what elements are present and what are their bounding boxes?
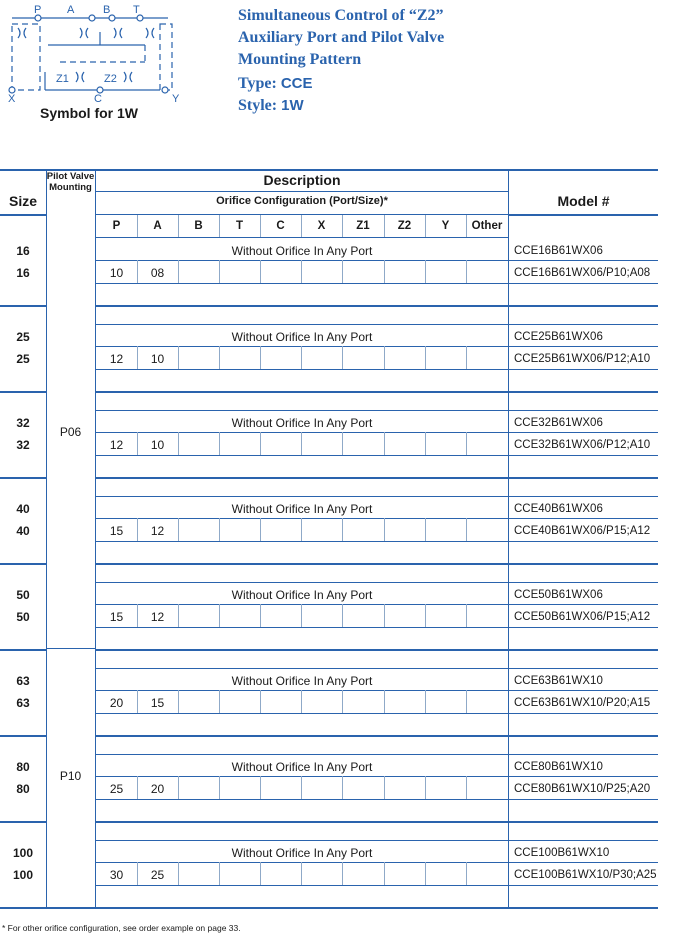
- size-cell: 100: [12, 846, 34, 860]
- cell-divider: [342, 862, 343, 885]
- port-col-divider: [425, 215, 426, 237]
- cell-divider: [384, 518, 385, 541]
- table-bottom-rule: [0, 907, 658, 909]
- group-separator: [95, 563, 658, 565]
- cell-divider: [342, 260, 343, 283]
- orifice-a-value: 08: [150, 266, 165, 280]
- orifice-a-value: 20: [150, 782, 165, 796]
- without-orifice-text: Without Orifice In Any Port: [231, 674, 373, 688]
- orifice-p-value: 15: [109, 524, 124, 538]
- cell-divider: [425, 776, 426, 799]
- symbol-caption: Symbol for 1W: [40, 105, 139, 121]
- row-rule: [95, 885, 658, 886]
- cell-divider: [219, 260, 220, 283]
- without-orifice-text: Without Orifice In Any Port: [231, 588, 373, 602]
- svg-text:C: C: [94, 93, 102, 105]
- header-bottom-rule: [0, 214, 47, 216]
- row-rule: [95, 713, 658, 714]
- size-cell: 80: [16, 782, 30, 796]
- type-label: Type:: [238, 75, 277, 92]
- group-separator: [0, 649, 47, 651]
- cell-divider: [260, 690, 261, 713]
- row-rule: [95, 754, 658, 755]
- cell-divider: [384, 604, 385, 627]
- pilot-mounting-p06: P06: [59, 425, 82, 439]
- pilot-header: Pilot Valve Mounting: [46, 171, 95, 193]
- group-separator: [0, 391, 47, 393]
- cell-divider: [137, 690, 138, 713]
- row-rule: [95, 283, 658, 284]
- cell-divider: [260, 776, 261, 799]
- type-line: [238, 74, 312, 94]
- port-col-divider: [301, 215, 302, 237]
- table-top-rule: [0, 169, 658, 171]
- port-col-divider: [219, 215, 220, 237]
- size-cell: 100: [12, 868, 34, 882]
- cell-divider: [342, 604, 343, 627]
- cell-divider: [137, 518, 138, 541]
- row-rule: [95, 518, 658, 519]
- pilot-mounting-p10: P10: [59, 769, 82, 783]
- row-rule: [95, 627, 658, 628]
- model-number: CCE80B61WX10: [514, 761, 603, 773]
- svg-text:Z2: Z2: [104, 73, 117, 85]
- size-cell: 25: [16, 330, 30, 344]
- orifice-p-value: 20: [109, 696, 124, 710]
- cell-divider: [178, 776, 179, 799]
- group-separator: [0, 563, 47, 565]
- port-header: X: [317, 220, 326, 232]
- style-line: [238, 96, 304, 116]
- model-number: CCE16B61WX06: [514, 245, 603, 257]
- port-header: B: [194, 220, 203, 232]
- group-separator: [0, 305, 47, 307]
- size-header: Size: [8, 193, 37, 209]
- cell-divider: [384, 260, 385, 283]
- size-cell: 25: [16, 352, 30, 366]
- model-number-with-orifice: CCE40B61WX06/P15;A12: [514, 525, 651, 537]
- cell-divider: [342, 690, 343, 713]
- port-header: Other: [471, 220, 503, 232]
- cell-divider: [342, 432, 343, 455]
- cell-divider: [219, 862, 220, 885]
- port-header: Z1: [356, 220, 370, 232]
- row-rule: [95, 690, 658, 691]
- model-number-with-orifice: CCE25B61WX06/P12;A10: [514, 353, 651, 365]
- cell-divider: [137, 260, 138, 283]
- cell-divider: [342, 776, 343, 799]
- cell-divider: [301, 862, 302, 885]
- orifice-p-value: 30: [109, 868, 124, 882]
- cell-divider: [219, 518, 220, 541]
- cell-divider: [466, 260, 467, 283]
- row-rule: [95, 541, 658, 542]
- row-rule: [95, 604, 658, 605]
- size-cell: 16: [16, 266, 30, 280]
- without-orifice-text: Without Orifice In Any Port: [231, 846, 373, 860]
- cell-divider: [260, 260, 261, 283]
- port-header-rule: [95, 237, 509, 238]
- cell-divider: [178, 604, 179, 627]
- svg-text:T: T: [133, 4, 140, 16]
- cell-divider: [137, 432, 138, 455]
- cell-divider: [178, 432, 179, 455]
- svg-text:X: X: [8, 93, 16, 105]
- cell-divider: [178, 862, 179, 885]
- port-col-divider: [137, 215, 138, 237]
- size-cell: 50: [16, 610, 30, 624]
- orifice-header: Orifice Configuration (Port/Size)*: [216, 195, 388, 207]
- orifice-p-value: 12: [109, 352, 124, 366]
- orifice-a-value: 12: [150, 524, 165, 538]
- header-bottom-rule: [508, 214, 658, 216]
- row-rule: [95, 260, 658, 261]
- style-value: 1W: [281, 97, 304, 114]
- hydraulic-symbol-diagram: [0, 0, 200, 105]
- cell-divider: [219, 432, 220, 455]
- group-separator: [95, 821, 658, 823]
- cell-divider: [466, 346, 467, 369]
- orifice-p-value: 10: [109, 266, 124, 280]
- cell-divider: [137, 862, 138, 885]
- model-number: CCE40B61WX06: [514, 503, 603, 515]
- group-separator: [0, 735, 47, 737]
- cell-divider: [301, 518, 302, 541]
- size-cell: 16: [16, 244, 30, 258]
- group-separator: [95, 649, 658, 651]
- row-rule: [95, 668, 658, 669]
- col-divider: [46, 169, 47, 909]
- cell-divider: [219, 776, 220, 799]
- port-col-divider: [466, 215, 467, 237]
- cell-divider: [466, 776, 467, 799]
- row-rule: [95, 862, 658, 863]
- svg-text:A: A: [67, 4, 75, 16]
- row-rule: [95, 432, 658, 433]
- cell-divider: [466, 862, 467, 885]
- without-orifice-text: Without Orifice In Any Port: [231, 502, 373, 516]
- cell-divider: [219, 346, 220, 369]
- svg-text:Y: Y: [172, 93, 180, 105]
- cell-divider: [301, 690, 302, 713]
- model-number: CCE25B61WX06: [514, 331, 603, 343]
- size-cell: 32: [16, 416, 30, 430]
- cell-divider: [137, 776, 138, 799]
- pilot-group-divider: [46, 648, 95, 649]
- model-number: CCE32B61WX06: [514, 417, 603, 429]
- cell-divider: [466, 518, 467, 541]
- group-separator: [95, 735, 658, 737]
- header-mid-rule: [95, 191, 509, 192]
- cell-divider: [425, 432, 426, 455]
- orifice-a-value: 12: [150, 610, 165, 624]
- cell-divider: [260, 604, 261, 627]
- title-line-1: Simultaneous Control of “Z2”: [238, 7, 444, 24]
- cell-divider: [178, 518, 179, 541]
- group-separator: [0, 477, 47, 479]
- header-mid-rule: [95, 214, 509, 215]
- model-number-with-orifice: CCE80B61WX10/P25;A20: [514, 783, 651, 795]
- cell-divider: [178, 260, 179, 283]
- row-rule: [95, 455, 658, 456]
- cell-divider: [425, 346, 426, 369]
- cell-divider: [384, 690, 385, 713]
- model-number-with-orifice: CCE16B61WX06/P10;A08: [514, 267, 651, 279]
- port-header: C: [276, 220, 285, 232]
- port-header: Z2: [397, 220, 412, 232]
- cell-divider: [466, 604, 467, 627]
- cell-divider: [260, 346, 261, 369]
- model-number-with-orifice: CCE63B61WX10/P20;A15: [514, 697, 651, 709]
- cell-divider: [466, 690, 467, 713]
- row-rule: [95, 369, 658, 370]
- cell-divider: [425, 518, 426, 541]
- cell-divider: [342, 518, 343, 541]
- row-rule: [95, 496, 658, 497]
- orifice-p-value: 12: [109, 438, 124, 452]
- title-line-2: Auxiliary Port and Pilot Valve: [238, 29, 445, 46]
- cell-divider: [425, 604, 426, 627]
- cell-divider: [466, 432, 467, 455]
- row-rule: [95, 324, 658, 325]
- col-divider: [95, 169, 96, 909]
- title-line-3: Mounting Pattern: [238, 51, 362, 68]
- orifice-a-value: 25: [150, 868, 165, 882]
- model-number-with-orifice: CCE32B61WX06/P12;A10: [514, 439, 651, 451]
- cell-divider: [260, 862, 261, 885]
- svg-text:Z1: Z1: [56, 73, 69, 85]
- type-value: CCE: [280, 75, 313, 92]
- cell-divider: [342, 346, 343, 369]
- port-header: Y: [441, 220, 450, 232]
- size-cell: 80: [16, 760, 30, 774]
- cell-divider: [301, 260, 302, 283]
- cell-divider: [219, 604, 220, 627]
- cell-divider: [384, 776, 385, 799]
- cell-divider: [137, 346, 138, 369]
- port-col-divider: [178, 215, 179, 237]
- model-number: CCE100B61WX10: [514, 847, 610, 859]
- orifice-a-value: 10: [150, 352, 165, 366]
- cell-divider: [384, 346, 385, 369]
- size-cell: 40: [16, 502, 30, 516]
- description-header: Description: [263, 172, 341, 188]
- group-separator: [95, 391, 658, 393]
- cell-divider: [178, 346, 179, 369]
- orifice-p-value: 15: [109, 610, 124, 624]
- cell-divider: [425, 260, 426, 283]
- size-cell: 40: [16, 524, 30, 538]
- cell-divider: [384, 432, 385, 455]
- cell-divider: [301, 346, 302, 369]
- port-header: A: [153, 220, 162, 232]
- model-number-with-orifice: CCE50B61WX06/P15;A12: [514, 611, 651, 623]
- group-separator: [95, 477, 658, 479]
- row-rule: [95, 776, 658, 777]
- cell-divider: [260, 518, 261, 541]
- without-orifice-text: Without Orifice In Any Port: [231, 330, 373, 344]
- group-separator: [95, 305, 658, 307]
- model-number: CCE50B61WX06: [514, 589, 603, 601]
- port-col-divider: [342, 215, 343, 237]
- row-rule: [95, 582, 658, 583]
- port-header: T: [235, 220, 244, 232]
- size-cell: 50: [16, 588, 30, 602]
- cell-divider: [137, 604, 138, 627]
- row-rule: [95, 840, 658, 841]
- size-cell: 63: [16, 674, 30, 688]
- footnote: * For other orifice configuration, see order example on page 33.: [2, 923, 241, 933]
- row-rule: [95, 799, 658, 800]
- orifice-a-value: 10: [150, 438, 165, 452]
- without-orifice-text: Without Orifice In Any Port: [231, 244, 373, 258]
- size-cell: 32: [16, 438, 30, 452]
- model-number: CCE63B61WX10: [514, 675, 603, 687]
- cell-divider: [260, 432, 261, 455]
- group-separator: [0, 821, 47, 823]
- orifice-a-value: 15: [150, 696, 165, 710]
- without-orifice-text: Without Orifice In Any Port: [231, 416, 373, 430]
- cell-divider: [301, 776, 302, 799]
- orifice-p-value: 25: [109, 782, 124, 796]
- col-divider: [508, 169, 509, 909]
- cell-divider: [425, 862, 426, 885]
- svg-text:B: B: [103, 4, 111, 16]
- cell-divider: [384, 862, 385, 885]
- cell-divider: [219, 690, 220, 713]
- size-cell: 63: [16, 696, 30, 710]
- model-number-with-orifice: CCE100B61WX10/P30;A25: [514, 869, 657, 881]
- cell-divider: [301, 604, 302, 627]
- cell-divider: [425, 690, 426, 713]
- cell-divider: [301, 432, 302, 455]
- model-header: Model #: [557, 193, 610, 209]
- row-rule: [95, 346, 658, 347]
- cell-divider: [178, 690, 179, 713]
- port-label: P: [34, 4, 42, 16]
- port-col-divider: [384, 215, 385, 237]
- port-header: P: [112, 220, 121, 232]
- style-label: Style:: [238, 97, 278, 114]
- without-orifice-text: Without Orifice In Any Port: [231, 760, 373, 774]
- row-rule: [95, 410, 658, 411]
- port-col-divider: [260, 215, 261, 237]
